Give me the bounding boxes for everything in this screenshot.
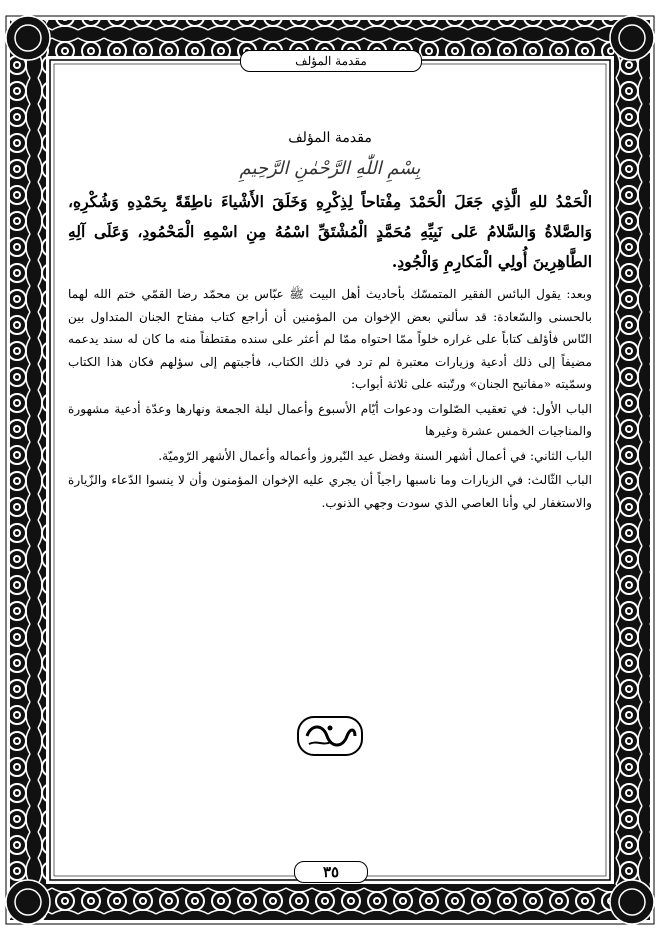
chapter-three-paragraph: الباب الثّالث: في الزيارات وما ناسبها راجياً أن يجري عليه الإخوان المؤمنون وأن لا ينسوا الدّعاء والزّيارة والاستغفار لي وأنا العاصي الذي سودت وجهي الذنوب. — [68, 473, 592, 510]
page-header-label: مقدمة المؤلف — [240, 50, 422, 72]
chapter-one-paragraph: الباب الأول: في تعقيب الصّلوات ودعوات أيّام الأسبوع وأعمال ليلة الجمعة ونهارها وعدّة أدعية مشهورة والمناجيات الخمس عشرة وغيرها — [68, 401, 592, 438]
chapter-two-paragraph: الباب الثاني: في أعمال أشهر السنة وفضل عيد النّيروز وأعماله وأعمال الأشهر الرّوميّة. — [158, 448, 592, 463]
page-number: ٣٥ — [294, 861, 368, 883]
opening-praise: الْحَمْدُ للهِ الَّذِي جَعَلَ الْحَمْدَ مِفْتاحاً لِذِكْرِهِ وَخَلَقَ الأَشْياءَ ناطِقَةً بِحَمْدِهِ وَشُكْرِهِ، وَالصَّلاةُ وَالسَّلامُ عَلى نَبِيِّهِ مُحَمَّدٍ الْمُشْتَقِّ اسْمُهُ مِنِ اسْمِهِ الْمَحْمُودِ، وَعَلَى آلِهِ الطَّاهِرِينَ أُولِي الْمَكارِمِ وَالْجُودِ. — [68, 192, 592, 271]
document-body — [68, 120, 592, 840]
section-title: مقدمة المؤلف — [288, 130, 372, 146]
end-ornament-icon — [297, 716, 363, 756]
basmala-calligraphy: بِسْمِ اللّٰهِ الرَّحْمٰنِ الرَّحِيمِ — [239, 158, 421, 179]
intro-paragraph: وبعد: يقول البائس الفقير المتمسّك بأحاديث أهل البيت ﷺ عبّاس بن محمّد رضا القمّي ختم الله لهما بالحسنى والسّعادة: قد سألني بعض الإخوان من المؤمنين أن أراجع كتاب مفتاح الجنان المتداول بين النّاس فأؤلف كتاباً على غراره خلواً ممّا احتواه ممّا لم أعثر على سنده مقتطفاً منه ما كان له سند يدعمه مضيفاً إلى ذلك أدعية وزيارات معتبرة لم ترد في ذلك الكتاب، فأجبتهم إلى سؤلهم فكان هذا الكتاب وسمّيته «مفاتيح الجنان» ورتّبته على ثلاثة أبواب: — [68, 287, 592, 391]
